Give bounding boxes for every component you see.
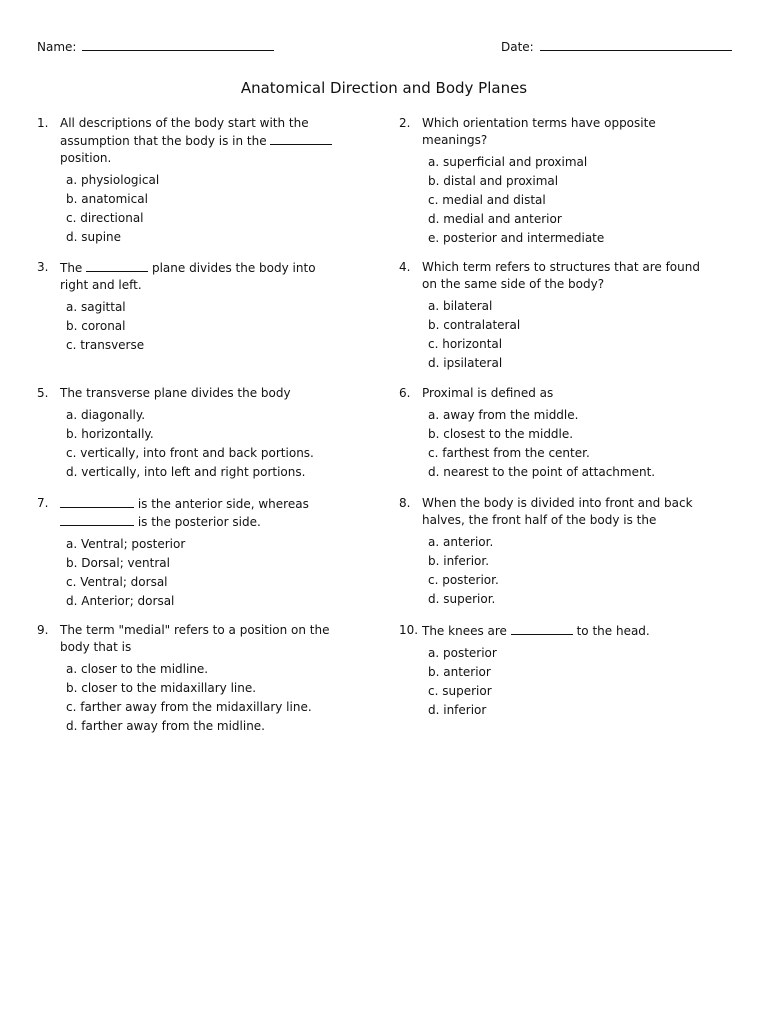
option-d[interactable]: d. superior. [428,592,496,606]
question-3 [37,259,347,355]
option-d[interactable]: d. inferior [428,703,487,717]
option-d[interactable]: d. farther away from the midline. [66,719,265,733]
stem-text: is the posterior side. [137,515,261,529]
option-a[interactable]: a. anterior. [428,535,494,549]
option-a[interactable]: a. posterior [428,646,497,660]
option-c[interactable]: c. medial and distal [428,193,546,207]
options-list [428,153,709,248]
options-list [66,171,347,247]
question-1 [37,115,347,247]
question-number: 2. [399,116,411,130]
option-b[interactable]: b. closest to the middle. [428,427,574,441]
options-list [428,297,709,373]
option-b[interactable]: b. anterior [428,665,491,679]
question-stem [399,385,709,402]
option-d[interactable]: d. supine [66,230,122,244]
option-d[interactable]: d. nearest to the point of attachment. [428,465,656,479]
options-list [66,660,347,736]
question-stem [37,385,347,402]
options-list [428,406,709,482]
options-list [66,406,347,482]
question-number: 9. [37,623,49,637]
answer-blank[interactable] [511,622,573,635]
question-6 [399,385,709,482]
question-number: 6. [399,386,411,400]
option-c[interactable]: c. Ventral; dorsal [66,575,168,589]
stem-text: position. [60,151,112,165]
option-b[interactable]: b. anatomical [66,192,148,206]
answer-blank[interactable] [60,495,134,508]
stem-text: Which term refers to structures that are found on the same side of the body? [422,260,700,291]
question-2 [399,115,709,248]
option-c[interactable]: c. posterior. [428,573,499,587]
option-b[interactable]: b. Dorsal; ventral [66,556,170,570]
option-a[interactable]: a. sagittal [66,300,126,314]
option-c[interactable]: c. vertically, into front and back portions. [66,446,314,460]
stem-text: Which orientation terms have opposite meanings? [422,116,656,147]
option-a[interactable]: a. closer to the midline. [66,662,209,676]
stem-text: plane divides the body into right and left. [60,261,316,292]
option-a[interactable]: a. bilateral [428,299,493,313]
stem-text: Proximal is defined as [422,386,554,400]
options-list [66,298,347,355]
date-blank-line[interactable] [540,38,732,51]
question-8 [399,495,709,609]
option-c[interactable]: c. directional [66,211,144,225]
option-b[interactable]: b. distal and proximal [428,174,559,188]
options-list [428,533,709,609]
stem-text: When the body is divided into front and back halves, the front half of the body is the [422,496,693,527]
question-4 [399,259,709,373]
option-a[interactable]: a. Ventral; posterior [66,537,186,551]
stem-text: to the head. [576,624,650,638]
question-10 [399,622,709,720]
answer-blank[interactable] [270,132,332,145]
stem-text: The [60,261,83,275]
option-c[interactable]: c. superior [428,684,492,698]
option-b[interactable]: b. horizontally. [66,427,154,441]
worksheet-title: Anatomical Direction and Body Planes [240,79,528,97]
question-number: 8. [399,496,411,510]
question-7 [37,495,347,611]
option-c[interactable]: c. farther away from the midaxillary line. [66,700,312,714]
question-stem [37,259,347,294]
option-a[interactable]: a. away from the middle. [428,408,579,422]
option-d[interactable]: d. ipsilateral [428,356,503,370]
stem-text: The term "medial" refers to a position on the body that is [60,623,330,654]
option-c[interactable]: c. farthest from the center. [428,446,590,460]
question-stem [399,259,709,293]
option-b[interactable]: b. inferior. [428,554,490,568]
option-d[interactable]: d. vertically, into left and right portions. [66,465,306,479]
question-number: 10. [399,623,419,637]
option-b[interactable]: b. coronal [66,319,126,333]
question-number: 3. [37,260,49,274]
options-list [66,535,347,611]
stem-text: All descriptions of the body start with the assumption that the body is in the [60,116,309,148]
stem-text: The transverse plane divides the body [60,386,291,400]
option-d[interactable]: d. Anterior; dorsal [66,594,175,608]
answer-blank[interactable] [86,259,148,272]
date-field [501,38,732,56]
options-list [428,644,709,720]
option-a[interactable]: a. physiological [66,173,160,187]
stem-text: is the anterior side, whereas [137,497,309,511]
option-c[interactable]: c. transverse [66,338,145,352]
question-stem [399,115,709,149]
question-number: 1. [37,116,49,130]
name-label: Name: [37,40,77,54]
question-9 [37,622,347,736]
name-field [37,38,274,56]
option-b[interactable]: b. closer to the midaxillary line. [66,681,257,695]
question-number: 7. [37,496,49,510]
answer-blank[interactable] [60,513,134,526]
option-e[interactable]: e. posterior and intermediate [428,231,605,245]
option-d[interactable]: d. medial and anterior [428,212,562,226]
question-number: 5. [37,386,49,400]
option-b[interactable]: b. contralateral [428,318,521,332]
question-stem [399,622,709,640]
stem-text: The knees are [422,624,507,638]
question-number: 4. [399,260,411,274]
question-stem [37,495,347,531]
question-stem [37,115,347,167]
question-5 [37,385,347,482]
question-stem [399,495,709,529]
option-c[interactable]: c. horizontal [428,337,503,351]
question-stem [37,622,347,656]
option-a[interactable]: a. superficial and proximal [428,155,588,169]
name-blank-line[interactable] [82,38,274,51]
date-label: Date: [501,40,534,54]
option-a[interactable]: a. diagonally. [66,408,146,422]
